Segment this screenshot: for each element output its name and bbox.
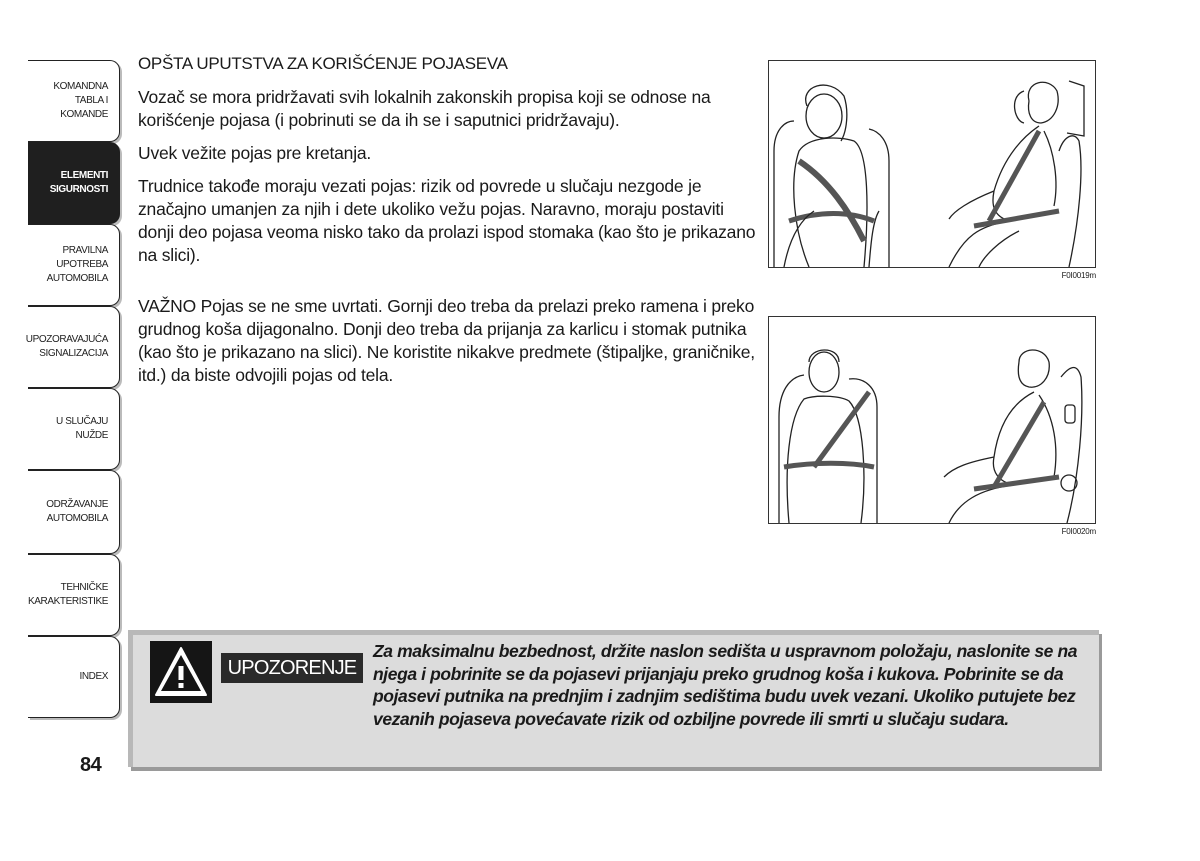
illustration	[768, 316, 1096, 524]
warning-triangle-icon	[150, 641, 212, 703]
seatbelt-correct-illustration	[769, 317, 1095, 523]
figure-pregnant-seatbelt	[768, 60, 1096, 280]
tab-label: INDEX	[79, 671, 108, 682]
figure-correct-seatbelt	[768, 316, 1096, 536]
tab-label: U SLUČAJU NUŽDE	[56, 416, 108, 441]
tab-label: KOMANDNA TABLA I KOMANDE	[53, 81, 108, 120]
paragraph: Vozač se mora pridržavati svih lokalnih zakonskih propisa koji se odnose na korišćenje pojasa (i pobrinuti se da ih se i saputnici pridržavaju).	[138, 87, 711, 130]
main-content	[138, 54, 758, 397]
seatbelt-pregnant-illustration	[769, 61, 1095, 267]
tab-label: TEHNIČKE KARAKTERISTIKE	[28, 582, 108, 607]
page-number: 84	[80, 754, 102, 776]
tab-upozoravajuca-signalizacija[interactable]	[25, 306, 120, 388]
illustration	[768, 60, 1096, 268]
figure-code: F0I0020m	[1061, 527, 1096, 536]
warning-label: UPOZORENJE	[221, 653, 363, 683]
paragraph: Trudnice takođe moraju vezati pojas: rizik od povrede u slučaju nezgode je značajno umanjen za njih i dete ukoliko vežu pojas. Naravno, moraju postaviti donji deo pojasa veoma nisko tako da prolazi ispod stomaka (kao što je prikazano na slici).	[138, 176, 756, 265]
warning-text: Za maksimalnu bezbednost, držite naslon sedišta u uspravnom položaju, naslonite se na njega i pobrinite se da pojasevi prijanjaju preko grudnog koša i kukova. Pobrinite se da pojasevi putnika na prednjim i zadnjim sedištima budu uvek vezani. Ukoliko putujete bez vezanih pojaseva povećavate rizik od ozbiljne povrede ili smrti u slučaju sudara.	[373, 641, 1078, 729]
section-title: OPŠTA UPUTSTVA ZA KORIŠĆENJE POJASEVA	[138, 54, 508, 73]
tab-label: ODRŽAVANJE AUTOMOBILA	[46, 499, 108, 524]
tab-label: PRAVILNA UPOTREBA AUTOMOBILA	[46, 245, 108, 284]
tab-index[interactable]	[28, 636, 120, 718]
tab-odrzavanje-automobila[interactable]	[28, 470, 120, 554]
tab-pravilna-upotreba[interactable]	[28, 224, 120, 306]
important-note: VAŽNO Pojas se ne sme uvrtati. Gornji deo treba da prelazi preko ramena i preko grudnog koša dijagonalno. Donji deo treba da prijanja za karlicu i stomak putnika (kao što je prikazano na slici). Ne koristite nikakve predmete (štipaljke, graničnike, itd.) da biste odvojili pojas od tela.	[138, 296, 755, 385]
tab-tehnicke-karakteristike[interactable]	[28, 554, 120, 636]
tab-elementi-sigurnosti[interactable]	[28, 142, 120, 224]
tab-label: ELEMENTI SIGURNOSTI	[49, 170, 108, 195]
warning-box	[128, 630, 1099, 767]
tab-label: UPOZORAVAJUĆA SIGNALIZACIJA	[25, 334, 108, 359]
tab-komandna-tabla[interactable]	[28, 60, 120, 142]
tab-u-slucaju-nuzde[interactable]	[28, 388, 120, 470]
figure-code: F0I0019m	[1061, 271, 1096, 280]
paragraph: Uvek vežite pojas pre kretanja.	[138, 143, 372, 163]
